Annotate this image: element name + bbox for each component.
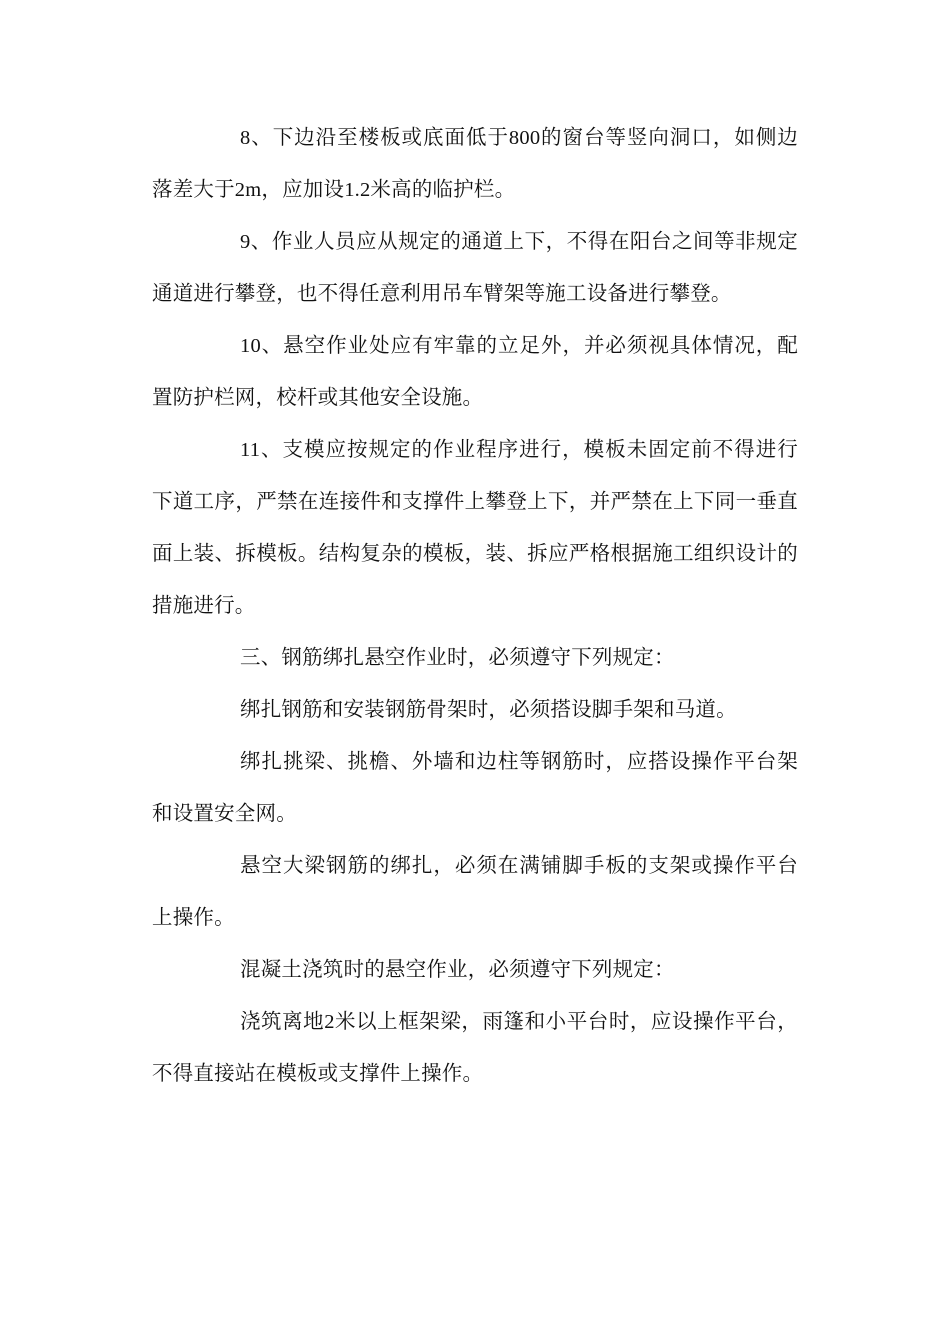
paragraph-item-8: 8、下边沿至楼板或底面低于800的窗台等竖向洞口，如侧边落差大于2m，应加设1.2米高的临护栏。	[152, 127, 798, 201]
paragraph-item-11: 11、支模应按规定的作业程序进行，模板未固定前不得进行下道工序，严禁在连接件和支撑件上攀登上下，并严禁在上下同一垂直面上装、拆模板。结构复杂的模板，装、拆应严格根据施工组织设计的措施进行。	[152, 439, 798, 617]
paragraph-item-9: 9、作业人员应从规定的通道上下，不得在阳台之间等非规定通道进行攀登，也不得任意利用吊车臂架等施工设备进行攀登。	[152, 231, 798, 305]
paragraph-concrete-platform: 浇筑离地2米以上框架梁，雨篷和小平台时，应设操作平台，不得直接站在模板或支撑件上操作。	[152, 1011, 798, 1085]
section-heading-rebar: 三、钢筋绑扎悬空作业时，必须遵守下列规定：	[240, 647, 675, 669]
section-heading-concrete: 混凝土浇筑时的悬空作业，必须遵守下列规定：	[240, 959, 675, 981]
paragraph-item-10: 10、悬空作业处应有牢靠的立足外，并必须视具体情况，配置防护栏网，校杆或其他安全设施。	[152, 335, 798, 409]
paragraph-rebar-platform: 绑扎挑梁、挑檐、外墙和边柱等钢筋时，应搭设操作平台架和设置安全网。	[152, 751, 798, 825]
paragraph-rebar-beam: 悬空大梁钢筋的绑扎，必须在满铺脚手板的支架或操作平台上操作。	[152, 855, 798, 929]
paragraph-rebar-scaffold: 绑扎钢筋和安装钢筋骨架时，必须搭设脚手架和马道。	[240, 699, 737, 721]
document-body	[152, 112, 798, 1100]
